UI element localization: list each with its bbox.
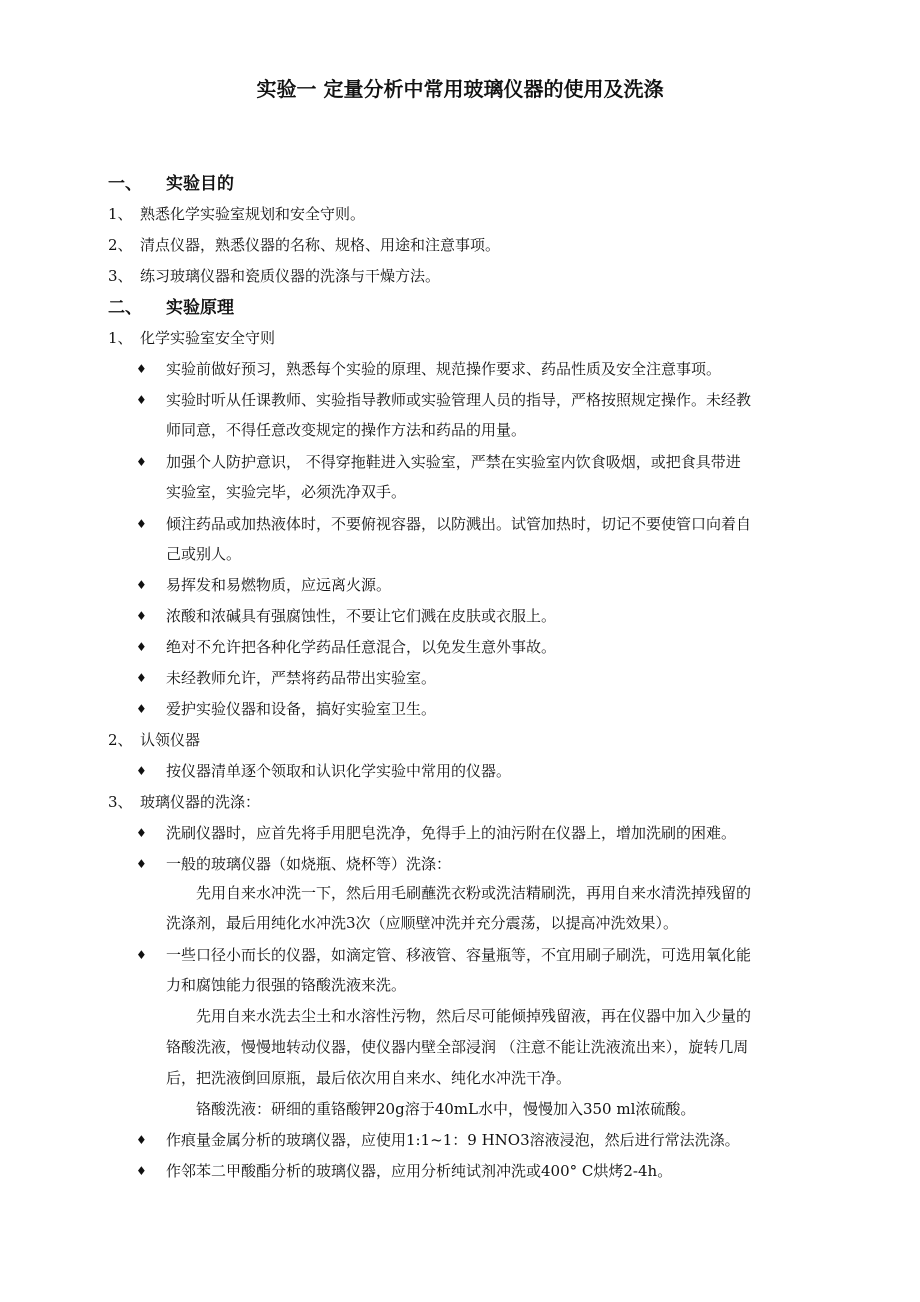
- bullet-text: 爱护实验仪器和设备，搞好实验室卫生。: [166, 700, 437, 718]
- list-item: 熟悉化学实验室规划和安全守则。: [140, 205, 366, 223]
- section-number: 二、: [108, 298, 142, 318]
- section-number: 一、: [108, 174, 142, 194]
- diamond-bullet-icon: ♦: [136, 1164, 147, 1178]
- diamond-bullet-icon: ♦: [136, 1133, 147, 1147]
- list-number: 1、: [108, 329, 133, 347]
- diamond-bullet-icon: ♦: [136, 455, 147, 469]
- bullet-text: 浓酸和浓碱具有强腐蚀性，不要让它们溅在皮肤或衣服上。: [166, 607, 557, 625]
- diamond-bullet-icon: ♦: [136, 671, 147, 685]
- bullet-text: 未经教师允许，严禁将药品带出实验室。: [166, 669, 437, 687]
- bullet-text-cont: 力和腐蚀能力很强的铬酸洗液来洗。: [166, 976, 407, 994]
- diamond-bullet-icon: ♦: [136, 517, 147, 531]
- list-number: 3、: [108, 793, 133, 811]
- diamond-bullet-icon: ♦: [136, 857, 147, 871]
- diamond-bullet-icon: ♦: [136, 764, 147, 778]
- diamond-bullet-icon: ♦: [136, 578, 147, 592]
- bullet-text-cont: 己或别人。: [166, 545, 242, 563]
- subsection-title: 玻璃仪器的洗涤：: [140, 793, 261, 811]
- diamond-bullet-icon: ♦: [136, 826, 147, 840]
- bullet-text: 洗刷仪器时，应首先将手用肥皂洗净，免得手上的油污附在仪器上，增加洗刷的困难。: [166, 824, 737, 842]
- bullet-text: 易挥发和易燃物质，应远离火源。: [166, 576, 392, 594]
- list-item: 练习玻璃仪器和瓷质仪器的洗涤与干燥方法。: [140, 267, 441, 285]
- bullet-text: 实验前做好预习，熟悉每个实验的原理、规范操作要求、药品性质及安全注意事项。: [166, 360, 722, 378]
- bullet-text: 作痕量金属分析的玻璃仪器，应使用1:1~1：9 HNO3溶液浸泡，然后进行常法洗涤。: [166, 1131, 740, 1149]
- bullet-text-cont: 师同意，不得任意改变规定的操作方法和药品的用量。: [166, 421, 527, 439]
- list-number: 1、: [108, 205, 133, 223]
- paragraph-text: 先用自来水洗去尘土和水溶性污物，然后尽可能倾掉残留液，再在仪器中加入少量的: [196, 1007, 752, 1025]
- bullet-text: 绝对不允许把各种化学药品任意混合，以免发生意外事故。: [166, 638, 557, 656]
- section-heading: 实验目的: [166, 174, 234, 194]
- subsection-title: 化学实验室安全守则: [140, 329, 276, 347]
- subsection-title: 认领仪器: [140, 731, 201, 749]
- list-item: 清点仪器，熟悉仪器的名称、规格、用途和注意事项。: [140, 236, 501, 254]
- bullet-text: 作邻苯二甲酸酯分析的玻璃仪器，应用分析纯试剂冲洗或400° C烘烤2-4h。: [166, 1162, 673, 1180]
- diamond-bullet-icon: ♦: [136, 948, 147, 962]
- list-number: 2、: [108, 236, 133, 254]
- list-number: 3、: [108, 267, 133, 285]
- paragraph-text-cont: 洗涤剂，最后用纯化水冲洗3次（应顺壁冲洗并充分震荡，以提高冲洗效果）。: [166, 914, 679, 932]
- diamond-bullet-icon: ♦: [136, 640, 147, 654]
- paragraph-text-cont: 铬酸洗液，慢慢地转动仪器，使仪器内壁全部浸润 （注意不能让洗液流出来），旋转几周: [166, 1038, 749, 1056]
- bullet-text: 按仪器清单逐个领取和认识化学实验中常用的仪器。: [166, 762, 512, 780]
- paragraph-text: 先用自来水冲洗一下，然后用毛刷蘸洗衣粉或洗洁精刷洗，再用自来水清洗掉残留的: [196, 884, 752, 902]
- bullet-text: 实验时听从任课教师、实验指导教师或实验管理人员的指导，严格按照规定操作。未经教: [166, 391, 752, 409]
- bullet-text: 加强个人防护意识， 不得穿拖鞋进入实验室，严禁在实验室内饮食吸烟，或把食具带进: [166, 453, 741, 471]
- bullet-text: 倾注药品或加热液体时，不要俯视容器，以防溅出。试管加热时，切记不要使管口向着自: [166, 515, 752, 533]
- diamond-bullet-icon: ♦: [136, 393, 147, 407]
- list-number: 2、: [108, 731, 133, 749]
- paragraph-text: 铬酸洗液：研细的重铬酸钾20g溶于40mL水中，慢慢加入350 ml浓硫酸。: [196, 1100, 696, 1118]
- page-title: 实验一 定量分析中常用玻璃仪器的使用及洗涤: [256, 77, 664, 101]
- diamond-bullet-icon: ♦: [136, 702, 147, 716]
- bullet-text: 一些口径小而长的仪器，如滴定管、移液管、容量瓶等，不宜用刷子刷洗，可选用氧化能: [166, 946, 752, 964]
- paragraph-text-cont: 后，把洗液倒回原瓶，最后依次用自来水、纯化水冲洗干净。: [166, 1069, 572, 1087]
- diamond-bullet-icon: ♦: [136, 362, 147, 376]
- diamond-bullet-icon: ♦: [136, 609, 147, 623]
- section-heading: 实验原理: [166, 298, 234, 318]
- bullet-text: 一般的玻璃仪器（如烧瓶、烧杯等）洗涤：: [166, 855, 452, 873]
- bullet-text-cont: 实验室，实验完毕，必须洗净双手。: [166, 483, 407, 501]
